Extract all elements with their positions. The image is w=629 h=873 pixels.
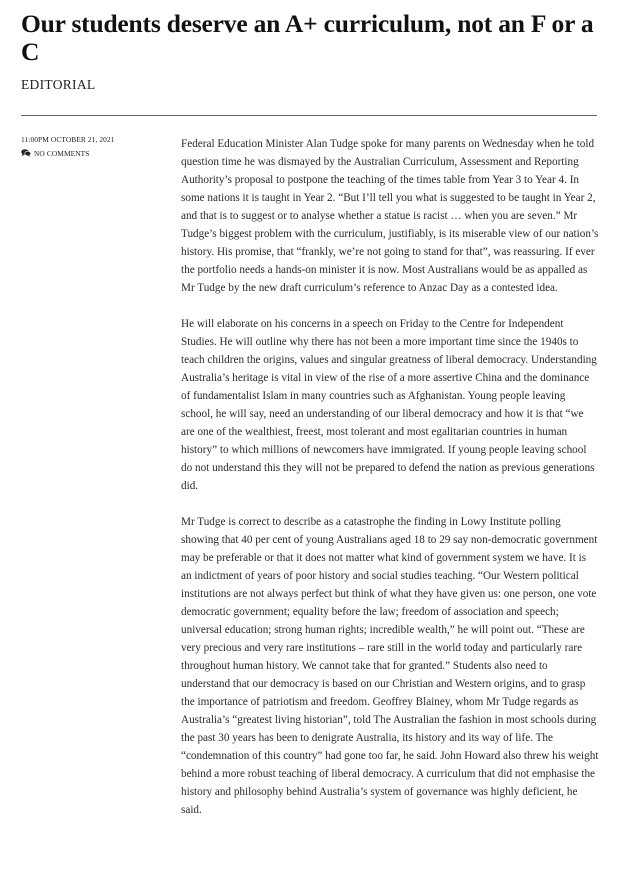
header-divider xyxy=(21,115,597,116)
comments-link[interactable] xyxy=(21,149,171,159)
comments-label: NO COMMENTS xyxy=(34,149,90,158)
publish-timestamp: 11:00PM OCTOBER 21, 2021 xyxy=(21,135,115,144)
article-title: Our students deserve an A+ curriculum, not an F or a C xyxy=(21,9,594,66)
article-paragraph: Mr Tudge is correct to describe as a catastrophe the finding in Lowy Institute polling showing that 40 per cent of young Australians aged 18 to 29 say non-democratic government may be preferable or that it does not matter what kind of government system we have. It is an indictment of years of poor history and social studies teaching. “Our Western political institutions are not always perfect but think of what they have given us: one person, one vote democratic government; equality before the law; freedom of association and speech; universal education; strong human rights; incredible wealth,” he will point out. “These are very precious and very rare institutions – rare still in the world today and particularly rare throughout human history. We cannot take that for granted.” Students also need to understand that our democracy is based on our Christian and Western origins, and to grasp the importance of patriotism and freedom. Geoffrey Blainey, whom Mr Tudge regards as Australia’s “greatest living historian”, told The Australian the fashion in most schools during the past 30 years has been to denigrate Australia, its history and its way of life. The “condemnation of this country” had gone too far, he said. John Howard also threw his weight behind a more robust teaching of liberal democracy. A curriculum that did not emphasise the history and philosophy behind Australia’s system of governance was highly deficient, he said. xyxy=(181,516,599,816)
article-paragraph: Federal Education Minister Alan Tudge spoke for many parents on Wednesday when he told question time he was dismayed by the Australian Curriculum, Assessment and Reporting Authority’s proposal to postpone the teaching of the times table from Year 3 to Year 4. In some nations it is taught in Year 2. “But I’ll tell you what is suggested to be taught in Year 2, and that is to suggest or to analyse whether a statue is racist … when you are seven.” Mr Tudge’s biggest problem with the curriculum, justifiably, is its miserable view of our nation’s history. His promise, that “frankly, we’re not going to stand for that”, was reassuring. If ever the portfolio needs a hands-on minister it is now. Most Australians would be as appalled as Mr Tudge by the new draft curriculum’s reference to Anzac Day as a contested idea. xyxy=(181,138,599,294)
article-paragraph: He will elaborate on his concerns in a speech on Friday to the Centre for Independent Studies. He will outline why there has not been a more important time since the 1940s to teach children the origins, values and singular greatness of liberal democracy. Understanding Australia’s heritage is vital in view of the rise of a more assertive China and the dominance of fundamentalist Islam in many countries such as Afghanistan. Young people leaving school, he will say, need an understanding of our liberal democracy and how it is that “we are one of the wealthiest, freest, most tolerant and most egalitarian countries in human history” to which millions of newcomers have immigrated. If young people leaving school do not understand this they will not be prepared to defend the nation as previous generations did. xyxy=(181,318,597,492)
article-meta xyxy=(21,135,171,159)
article-category: EDITORIAL xyxy=(21,77,96,92)
comments-icon xyxy=(21,149,31,157)
article-body xyxy=(181,135,599,837)
